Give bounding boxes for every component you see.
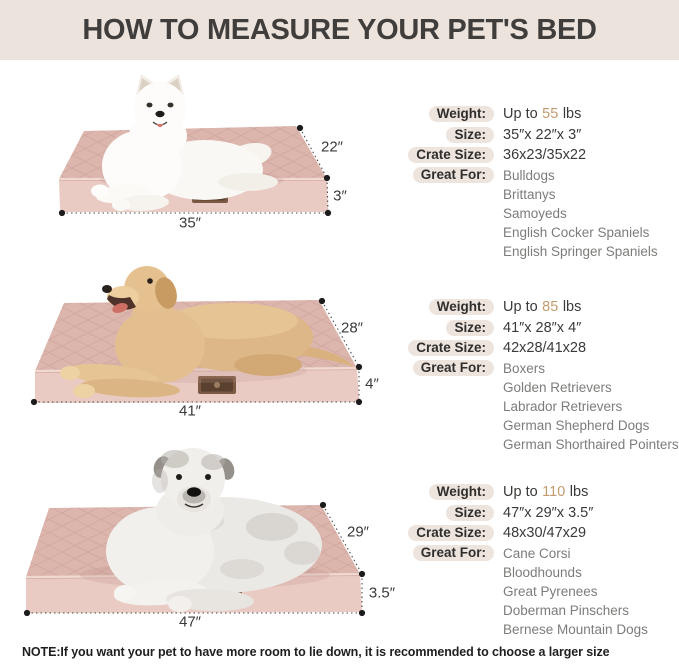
breed-item: Doberman Pinschers	[503, 603, 630, 619]
size-row	[398, 317, 679, 337]
bed-illustration-47in	[10, 435, 400, 630]
breed-item: German Shepherd Dogs	[503, 418, 650, 434]
breed-row	[398, 223, 679, 242]
breed-row	[398, 204, 679, 223]
breed-item: Cane Corsi	[503, 545, 571, 561]
spec-table-35in	[398, 104, 679, 261]
bottom-note: NOTE:If you want your pet to have more room to lie down, it is recommended to choose a larger size	[22, 645, 610, 659]
breed-row	[398, 379, 679, 398]
great-for-row	[398, 543, 679, 563]
weight-row	[398, 297, 679, 317]
great-for-row	[398, 358, 679, 378]
breed-row	[398, 582, 679, 601]
breed-item: Bernese Mountain Dogs	[503, 621, 648, 637]
size-label: Size:	[446, 320, 494, 336]
breed-row	[398, 601, 679, 620]
width-dimension-label: 35″	[179, 214, 201, 232]
weight-row	[398, 482, 679, 502]
crate-size-label: Crate Size:	[408, 525, 494, 541]
breed-item: Samoyeds	[503, 206, 567, 222]
great-for-label: Great For:	[413, 360, 494, 376]
crate-size-row	[398, 523, 679, 543]
crate-size-value: 48x30/47x29	[503, 524, 587, 541]
size-value: 47″x 29″x 3.5″	[503, 504, 594, 521]
size-label: Size:	[446, 127, 494, 143]
weight-label: Weight:	[429, 299, 494, 315]
breed-item: English Cocker Spaniels	[503, 225, 650, 241]
crate-size-value: 36x23/35x22	[503, 146, 587, 163]
height-dimension-label: 3″	[333, 187, 347, 205]
size-label: Size:	[446, 505, 494, 521]
height-dimension-label: 3.5″	[368, 584, 396, 602]
great-for-row	[398, 165, 679, 185]
breed-item: English Springer Spaniels	[503, 243, 658, 259]
breed-item: Labrador Retrievers	[503, 399, 623, 415]
size-value: 41″x 28″x 4″	[503, 319, 582, 336]
crate-size-label: Crate Size:	[408, 147, 494, 163]
page-title: HOW TO MEASURE YOUR PET'S BED	[82, 13, 597, 46]
breed-row	[398, 416, 679, 435]
breed-item: German Shorthaired Pointers	[503, 436, 679, 452]
header-band	[0, 0, 679, 60]
size-row	[398, 502, 679, 522]
weight-label: Weight:	[429, 106, 494, 122]
breed-item: Golden Retrievers	[503, 380, 612, 396]
breed-row	[398, 397, 679, 416]
depth-dimension-label: 22″	[321, 138, 343, 156]
spec-table-41in	[398, 297, 679, 454]
depth-dimension-label: 28″	[341, 319, 363, 337]
breed-item: Bloodhounds	[503, 565, 582, 581]
weight-value: Up to 85 lbs	[503, 299, 582, 316]
width-dimension-label: 47″	[179, 613, 201, 631]
bed-scene-41in	[10, 255, 390, 425]
breed-item: Boxers	[503, 360, 546, 376]
crate-size-row	[398, 145, 679, 165]
weight-row	[398, 104, 679, 124]
bed-scene-47in	[10, 435, 400, 630]
size-row	[398, 124, 679, 144]
breed-item: Great Pyrenees	[503, 584, 598, 600]
crate-size-row	[398, 338, 679, 358]
weight-value: Up to 110 lbs	[503, 484, 589, 501]
crate-size-label: Crate Size:	[408, 340, 494, 356]
breed-row	[398, 564, 679, 583]
depth-dimension-label: 29″	[347, 523, 369, 541]
great-for-label: Great For:	[413, 545, 494, 561]
size-value: 35″x 22″x 3″	[503, 126, 582, 143]
weight-label: Weight:	[429, 484, 494, 500]
breed-row	[398, 242, 679, 261]
breed-row	[398, 620, 679, 639]
bed-illustration-41in	[10, 255, 390, 425]
height-dimension-label: 4″	[365, 375, 379, 393]
bed-illustration-35in	[20, 64, 380, 234]
breed-item: Brittanys	[503, 187, 556, 203]
breed-row	[398, 435, 679, 454]
spec-table-47in	[398, 482, 679, 639]
crate-size-value: 42x28/41x28	[503, 339, 587, 356]
great-for-label: Great For:	[413, 167, 494, 183]
weight-value: Up to 55 lbs	[503, 106, 582, 123]
breed-item: Bulldogs	[503, 167, 555, 183]
breed-row	[398, 186, 679, 205]
width-dimension-label: 41″	[179, 402, 201, 420]
